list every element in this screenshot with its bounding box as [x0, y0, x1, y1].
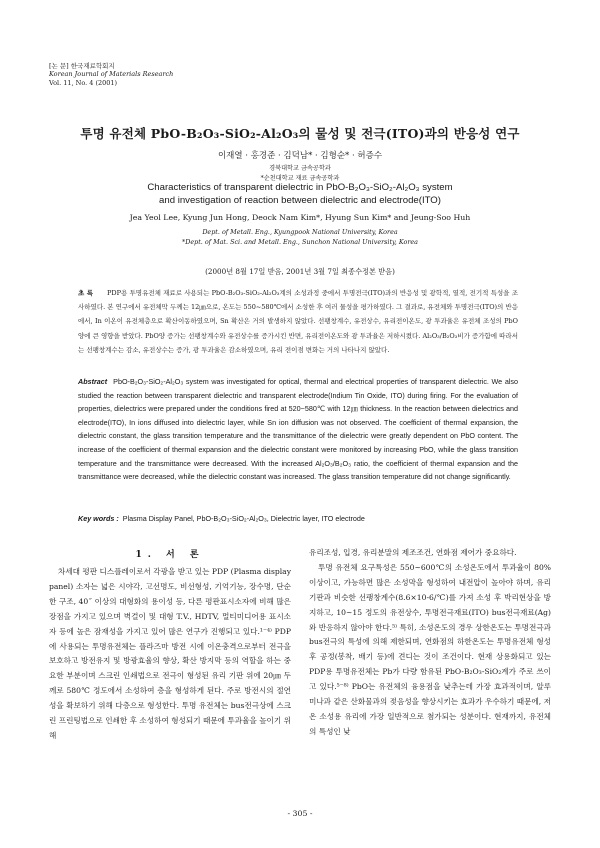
keywords	[78, 514, 538, 523]
page-number: - 305 -	[287, 809, 313, 818]
english-abstract-text: PbO-B₂O₃-SiO₂-Al₂O₃ system was investigated for optical, thermal and electrical properties of transparent dielectric. We also studied the reaction between transparent dielectric and transparent electrode(Indium Tin Oxide, ITO) during firing. For the evaluation of properties, dielectrics were prepared under the conditions fired at 520~580℃ with 12㎛ thickness. In the reaction between dielectrics and electrode(ITO), In ions diffused into dielectric layer, while Sn ion diffusion was not observed. The coefficient of thermal expansion, the dielectric constant, the glass transition temperature and the transmittance of the dielectric were greatly dependent on PbO content. The increase of the coefficient of thermal expansion and the dielectric constant were monitored by increasing PbO, while the glass transition temperature and the transmittance were decreased. With the increased Al₂O₃/B₂O₃ ratio, the coefficient of thermal expansion and the transmittance were decreased, while the dielectric constant was increased. The glass transition temperature did not change significantly.	[78, 377, 518, 482]
body-column-right	[309, 546, 551, 740]
section-heading-introduction: 1. 서 론	[135, 550, 205, 560]
english-affiliations	[0, 227, 600, 247]
english-affiliation-2: *Dept. of Mat. Sci. and Metall. Eng., Sunchon National University, Korea	[182, 238, 418, 246]
body-paragraph: 차세대 평판 디스플레이로서 각광을 받고 있는 PDP (Plasma display panel) 소자는 넓은 시야각, 고선명도, 비선형성, 기억기능, 장수명, 단순한 구조, 40˝ 이상의 대형화의 용이성 등, 다른 평판표시소자에 비해 많은 장점을 가지고 있으며 벽걸이 및 대형 T.V., HDTV, 멀티미디어용 표시소자 등에 높은 잠재성을 가지고 있어 많은 연구가 진행되고 있다.¹⁻⁴⁾ PDP에 사용되는 투명유전체는 플라즈마 방전 시에 이온충격으로부터 전극을 보호하고 방전유지 및 방광효율의 향상, 확산 방지막 등의 역할을 하는 중요한 부분이며 스크린 인쇄법으로 전극이 형성된 유리 기판 위에 20㎛ 두께로 580℃ 정도에서 소성하여 층을 형성하게 된다. 주로 방전시의 절연성을 확보하기 위해 다층으로 형성한다. 투명 유전체는 bus전극상에 스크린 프린팅법으로 인쇄한 후 소성하여 형성되기 때문에 투과율을 높이기 위해	[49, 567, 291, 740]
journal-line-1: [논 문] 한국재료학회지	[49, 62, 115, 70]
body-column-left	[49, 565, 291, 744]
korean-affiliation-2: *순천대학교 재료 금속공학과	[260, 174, 340, 182]
english-abstract-label: Abstract	[78, 377, 108, 386]
journal-header	[49, 62, 173, 87]
korean-title: 투명 유전체 PbO-B₂O₃-SiO₂-Al₂O₃의 물성 및 전극(ITO)과의 반응성 연구	[80, 126, 520, 141]
korean-affiliation-1: 경북대학교 금속공학과	[269, 165, 331, 172]
korean-abstract-label: 초 록	[78, 289, 94, 297]
korean-abstract-text: PDP용 투명유전체 재료로 사용되는 PbO-B₂O₃-SiO₂-Al₂O₃계의 소성과정 중에서 투명전극(ITO)과의 반응성 및 광학적, 열적, 전기적 특성을 조사하였다. 본 연구에서 유전체막 두께는 12㎛으로, 온도는 550~580℃에서 소성한 후 여러 물성을 평가하였다. 그 결과로, 유전체와 투명전극(ITO)의 반응에서, In 이온이 유전체층으로 확산이동하였으며, Sn 확산은 거의 발생하지 않았다. 선팽창계수, 유전상수, 유리전이온도, 광 투과율은 유전체 조성의 PbO 양에 큰 영향을 받았다. PbO양 증가는 선팽창계수와 유전상수를 증가시킨 반면, 유리전이온도와 광 투과율은 저하시켰다. Al₂O₃/B₂O₃비가 증가함에 따라서는 선팽창계수는 감소, 유전상수는 증가, 광 투과율은 감소하였으며, 유리 전이점 변화는 거의 나타나지 않았다.	[78, 289, 518, 354]
english-abstract	[78, 375, 518, 484]
english-title-line-1: Characteristics of transparent dielectric in PbO-B₂O₃-SiO₂-Al₂O₃ system	[147, 182, 453, 193]
received-dates: (2000년 8월 17일 받음, 2001년 3월 7일 최종수정본 받음)	[205, 267, 395, 276]
keywords-text: Plasma Display Panel, PbO-B₂O₃-SiO₂-Al₂O₃, Dielectric layer, ITO electrode	[122, 514, 365, 523]
journal-line-3: Vol. 11, No. 4 (2001)	[49, 78, 118, 87]
keywords-label: Key words :	[78, 514, 119, 523]
body-paragraph: 투명 유전체 요구특성은 550~600℃의 소성온도에서 투과율이 80% 이상이고, 가능하면 많은 소성막을 형성하여 내전압이 높아야 하며, 유리기판과 비슷한 선팽창계수(8.6×10-6/℃)를 가져 소성 후 박리현상을 방지하고, 10~15 정도의 유전상수, 투명전극재료(ITO) bus전극재료(Ag)와 반응하지 않아야 한다.⁵⁾ 특히, 소성온도의 경우 상한온도는 투명전극과 bus전극의 특성에 의해 제한되며, 연화점의 하한온도는 투명유전체 형성후 공정(봉착, 배기 등)에 견디는 것이 조건이다. 현재 상용화되고 있는 PDP용 투명유전체는 Pb가 다량 함유된 PbO-B₂O₃-SiO₂계가 주로 쓰이고 있다.⁵⁻⁸⁾ PbO는 유전체의 융용점을 낮추는데 가장 효과적이며, 알루미나과 같은 산화물과의 젖음성을 향상시키는 효과가 우수하기 때문에, 저온 소성용 유리에 가장 일반적으로 첨가되는 성분이다. 현재까지, 유전체의 특성인 낮	[309, 562, 551, 736]
korean-authors: 이재열 · 홍경준 · 김덕남* · 김형순* · 허증수	[217, 151, 383, 161]
english-title-line-2: and investigation of reaction between dielectric and electrode(ITO)	[159, 195, 441, 207]
body-paragraph: 유리조성, 입경, 유리분말의 제조조건, 연화점 제어가 중요하다.	[309, 548, 517, 557]
english-title	[0, 181, 600, 208]
korean-abstract	[78, 286, 518, 357]
journal-line-2: Korean Journal of Materials Research	[49, 70, 174, 79]
english-authors: Jea Yeol Lee, Kyung Jun Hong, Deock Nam Kim*, Hyung Sun Kim* and Jeung-Soo Huh	[129, 213, 471, 222]
english-affiliation-1: Dept. of Metall. Eng., Kyungpook National University, Korea	[202, 228, 398, 236]
